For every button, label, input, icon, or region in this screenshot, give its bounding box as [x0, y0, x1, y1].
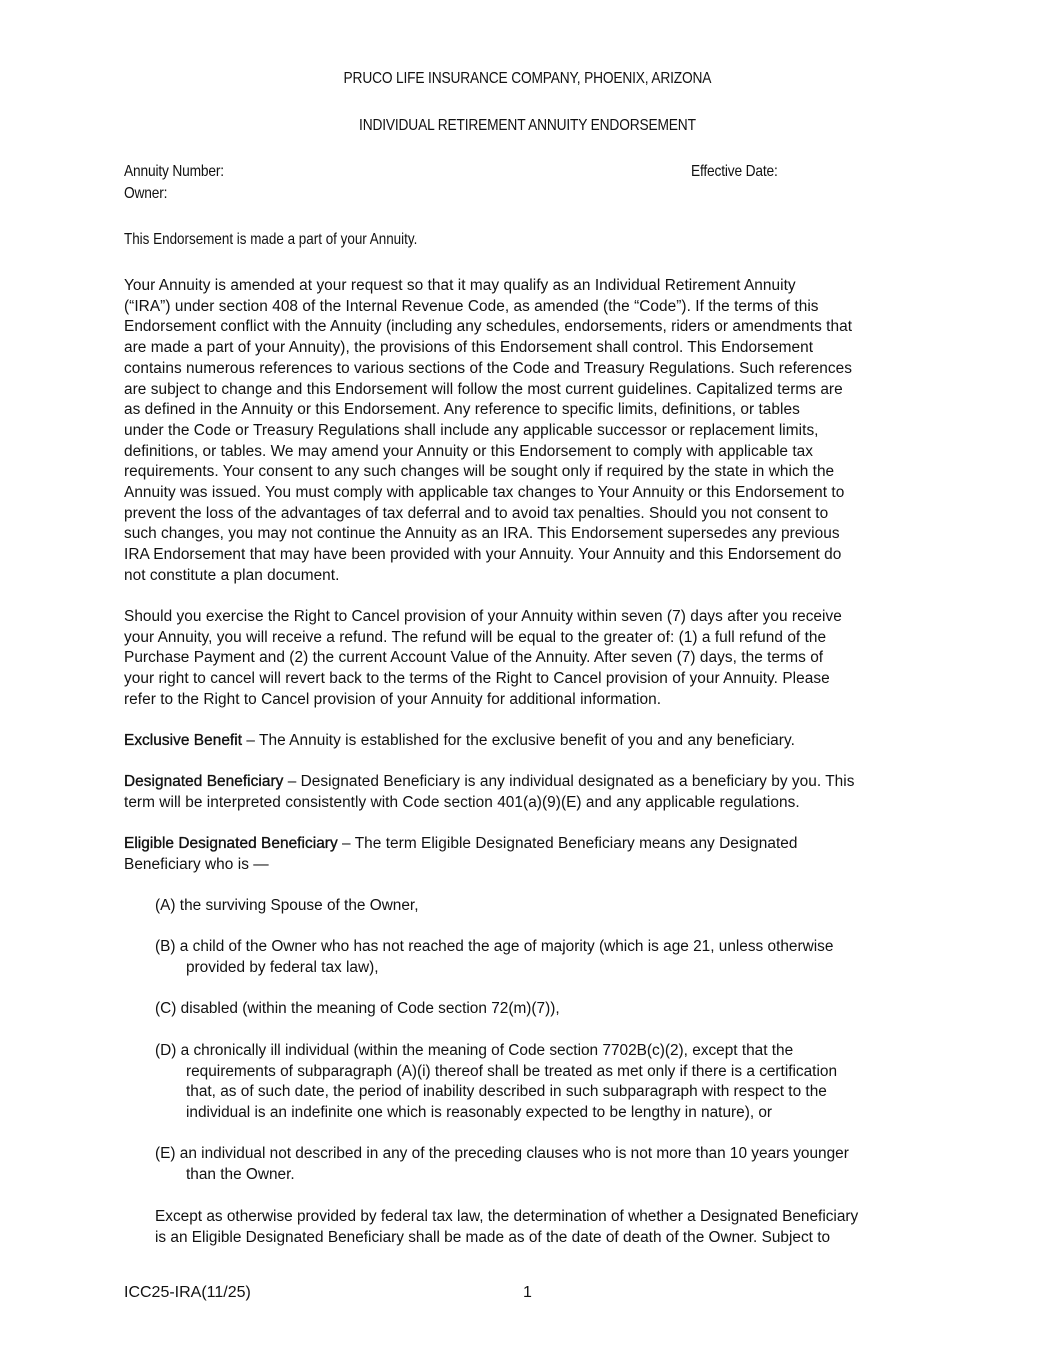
list-item-d	[155, 1041, 837, 1124]
list-item-line: than the Owner.	[186, 1165, 295, 1183]
amendment-paragraph	[124, 276, 934, 587]
list-item-b	[155, 937, 833, 978]
exclusive-benefit-section	[124, 731, 934, 752]
paragraph-line: are made a part of your Annuity), the provisions of this Endorsement shall control. This Endorsement	[124, 339, 814, 357]
eligible-designated-beneficiary-term: Eligible Designated Beneficiary	[124, 835, 338, 852]
exclusive-benefit-text: – The Annuity is established for the exclusive benefit of you and any beneficiary.	[242, 732, 795, 749]
annuity-number-label: Annuity Number:	[124, 163, 224, 180]
paragraph-line: Except as otherwise provided by federal tax law, the determination of whether a Designated Beneficiary	[155, 1208, 859, 1225]
exclusive-benefit-term: Exclusive Benefit	[124, 732, 243, 749]
paragraph-line	[124, 834, 934, 855]
list-item-line: provided by federal tax law),	[186, 958, 379, 976]
form-code: ICC25-IRA(11/25)	[124, 1284, 251, 1301]
paragraph-line: IRA Endorsement that may have been provided with your Annuity. Your Annuity and this Endorsement do	[124, 546, 842, 564]
paragraph-line	[124, 731, 934, 752]
list-item-line: that, as of such date, the period of inability described in such subparagraph with respect to the	[186, 1083, 827, 1101]
paragraph-line: contains numerous references to various sections of the Code and Treasury Regulations. Such references	[124, 359, 852, 377]
company-heading: PRUCO LIFE INSURANCE COMPANY, PHOENIX, ARIZONA	[343, 70, 712, 87]
page-number: 1	[523, 1284, 532, 1301]
paragraph-line: not constitute a plan document.	[124, 566, 340, 584]
paragraph-line: Annuity was issued. You must comply with applicable tax changes to Your Annuity or this Endorsement to	[124, 484, 845, 502]
list-item-line: (D) a chronically ill individual (within the meaning of Code section 7702B(c)(2), except that the	[155, 1042, 794, 1059]
effective-date-label: Effective Date:	[691, 163, 778, 180]
list-item-line: (C) disabled (within the meaning of Code section 72(m)(7)),	[155, 1000, 560, 1017]
designated-beneficiary-text: – Designated Beneficiary is any individual designated as a beneficiary by you. This	[283, 773, 855, 790]
paragraph-line: refer to the Right to Cancel provision of your Annuity for additional information.	[124, 690, 662, 708]
eligible-designated-beneficiary-section	[124, 834, 934, 875]
paragraph-line: such changes, you may not continue the Annuity as an IRA. This Endorsement supersedes any previous	[124, 525, 840, 543]
paragraph-line: under the Code or Treasury Regulations shall include any applicable successor or replacement limits,	[124, 421, 819, 439]
list-item-line: (E) an individual not described in any of the preceding clauses who is not more than 10 years younger	[155, 1145, 849, 1162]
paragraph-line: your Annuity, you will receive a refund. The refund will be equal to the greater of: (1) a full refund of the	[124, 628, 827, 646]
paragraph-line: Should you exercise the Right to Cancel provision of your Annuity within seven (7) days after you receive	[124, 608, 842, 625]
paragraph-line: definitions, or tables. We may amend your Annuity or this Endorsement to comply with applicable tax	[124, 442, 814, 460]
paragraph-line: is an Eligible Designated Beneficiary shall be made as of the date of death of the Owner. Subject to	[155, 1228, 831, 1246]
owner-label: Owner:	[124, 185, 168, 202]
paragraph-line: term will be interpreted consistently with Code section 401(a)(9)(E) and any applicable regulations.	[124, 793, 800, 811]
document-title: INDIVIDUAL RETIREMENT ANNUITY ENDORSEMENT	[359, 117, 696, 134]
paragraph-line: Endorsement conflict with the Annuity (including any schedules, endorsements, riders or amendments that	[124, 318, 853, 336]
list-item-e	[155, 1144, 849, 1185]
list-item-line: requirements of subparagraph (A)(i) thereof shall be treated as met only if there is a certification	[186, 1062, 837, 1080]
paragraph-line	[124, 772, 934, 793]
paragraph-line: requirements. Your consent to any such changes will be sought only if required by the state in which the	[124, 463, 835, 481]
paragraph-line: Purchase Payment and (2) the current Account Value of the Annuity. After seven (7) days, the terms of	[124, 649, 824, 667]
list-item-line: (A) the surviving Spouse of the Owner,	[155, 897, 419, 914]
right-to-cancel-paragraph	[124, 607, 934, 711]
paragraph-line: Beneficiary who is —	[124, 855, 269, 873]
list-item-line: individual is an indefinite one which is reasonably expected to be lengthy in nature), or	[186, 1104, 773, 1122]
closing-paragraph	[155, 1207, 858, 1248]
list-item-line: (B) a child of the Owner who has not reached the age of majority (which is age 21, unless otherwise	[155, 938, 834, 955]
designated-beneficiary-section	[124, 772, 934, 813]
paragraph-line: (“IRA”) under section 408 of the Internal Revenue Code, as amended (the “Code”). If the terms of this	[124, 297, 819, 315]
eligible-designated-beneficiary-text: – The term Eligible Designated Beneficiary means any Designated	[337, 835, 798, 852]
paragraph-line: are subject to change and this Endorsement will follow the most current guidelines. Capitalized terms are	[124, 380, 843, 398]
list-item-c	[155, 999, 560, 1020]
designated-beneficiary-term: Designated Beneficiary	[124, 773, 284, 790]
intro-sentence: This Endorsement is made a part of your Annuity.	[124, 231, 418, 248]
list-item-a	[155, 896, 418, 917]
paragraph-line: Your Annuity is amended at your request so that it may qualify as an Individual Retirement Annuity	[124, 277, 796, 294]
paragraph-line: your right to cancel will revert back to the terms of the Right to Cancel provision of your Annuity. Please	[124, 670, 830, 688]
paragraph-line: as defined in the Annuity or this Endorsement. Any reference to specific limits, definitions, or tables	[124, 401, 800, 419]
paragraph-line: prevent the loss of the advantages of tax deferral and to avoid tax penalties. Should you not consent to	[124, 504, 829, 522]
